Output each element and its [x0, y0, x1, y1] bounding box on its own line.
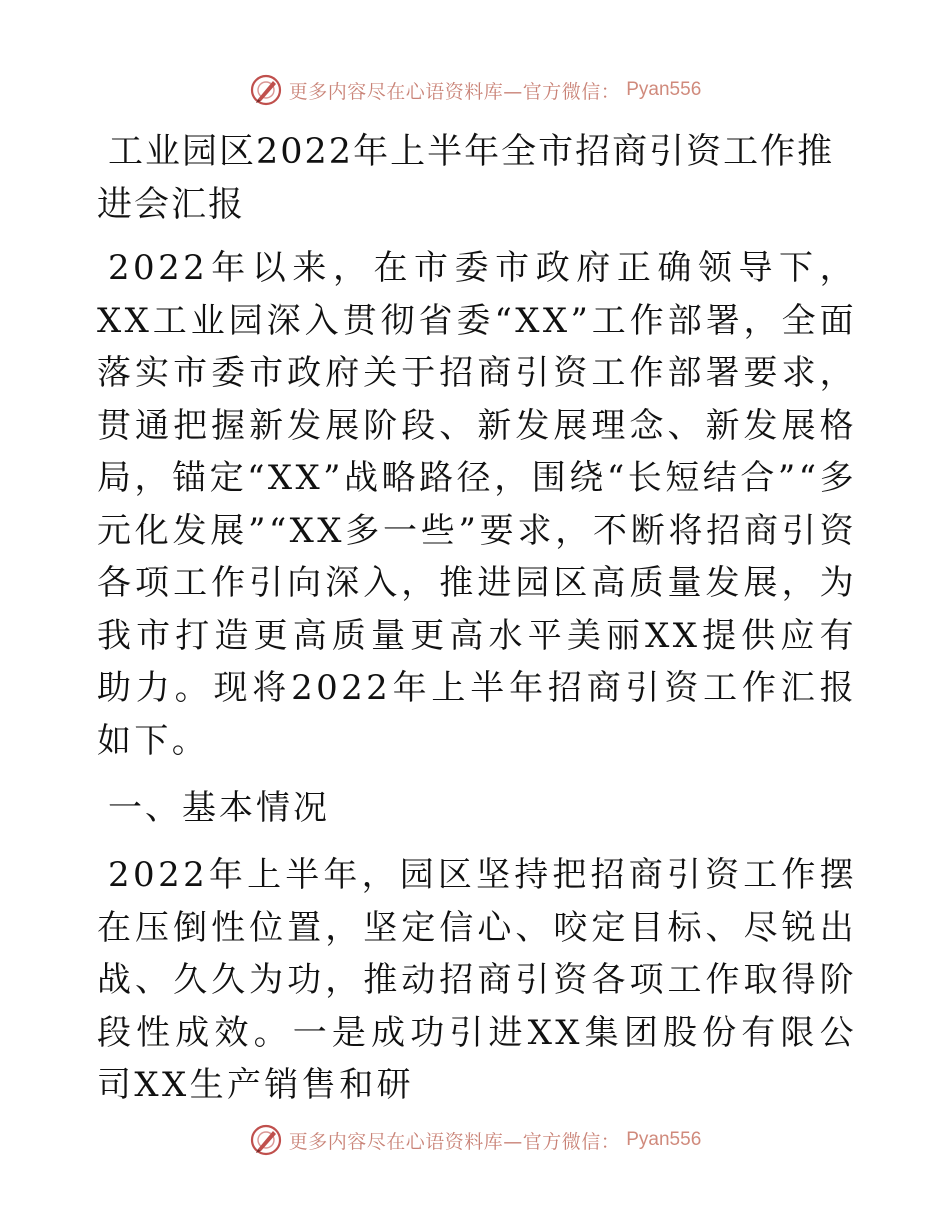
section-heading-basic-situation: 一、基本情况: [108, 788, 330, 828]
section-paragraph-basic-situation: 2022年上半年，园区坚持把招商引资工作摆在压倒性位置，坚定信心、咬定目标、尽锐出战、久久为功，推动招商引资各项工作取得阶段性成效。一是成功引进XX集团股份有限公司XX生产销售和研: [97, 855, 857, 1105]
footer-banner-text: 更多内容尽在心语资料库—官方微信：: [288, 1130, 621, 1153]
header-banner: [0, 70, 950, 110]
footer-wechat-id: Pyan556: [626, 1129, 702, 1150]
header-wechat-id: Pyan556: [626, 79, 702, 100]
document-title: 工业园区2022年上半年全市招商引资工作推进会汇报: [97, 132, 835, 225]
footer-banner: [0, 1120, 950, 1160]
intro-paragraph: 2022年以来，在市委市政府正确领导下，XX工业园深入贯彻省委“XX”工作部署，全面落实市委市政府关于招商引资工作部署要求，贯通把握新发展阶段、新发展理念、新发展格局，锚定“XX”战略路径，围绕“长短结合”“多元化发展”“XX多一些”要求，不断将招商引资各项工作引向深入，推进园区高质量发展，为我市打造更高质量更高水平美丽XX提供应有助力。现将2022年上半年招商引资工作汇报如下。: [97, 248, 857, 761]
header-banner-text: 更多内容尽在心语资料库—官方微信：: [288, 80, 621, 103]
pen-logo-icon: [249, 1123, 283, 1157]
pen-logo-icon: [249, 73, 283, 107]
document-body: [97, 120, 857, 1127]
